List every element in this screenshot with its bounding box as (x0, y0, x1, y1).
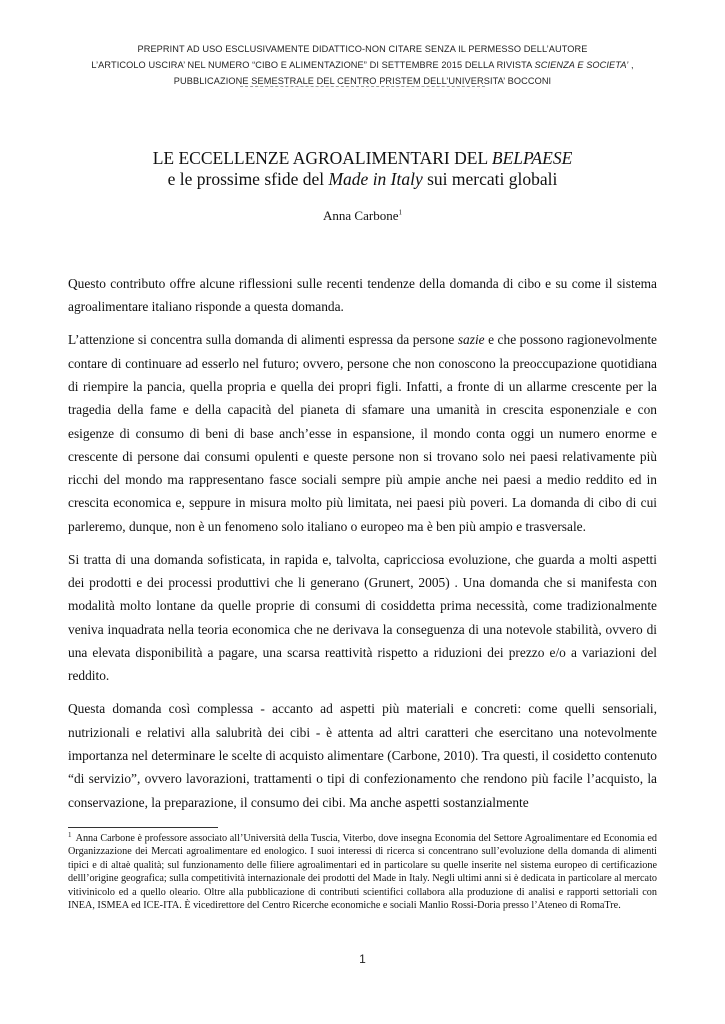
article-title (60, 148, 665, 190)
footnote-mark: 1 (68, 830, 72, 839)
page-number: 1 (359, 952, 366, 966)
paragraph-2-text-b: e che possono ragionevolmente contare di continuare ad esserlo nel futuro; ovvero, persone che non conoscono la preoccupazione quotidiana di riempire la pancia, quella propria e quella dei propri figli. Infatti, a fronte di un allarme crescente per la tragedia della fame e della capacità del pianeta di sfamare una umanità in crescita esponenziale e con esigenze di consumo di beni di base anch’esse in espansione, il mondo conta oggi un numero enorme e crescente di persone dai consumi opulenti e queste persone non si trovano solo nei paesi relativamente più ricchi del mondo ma rappresentano fasce sociali sempre più ampie anche nei paesi a medio reddito ed in crescita economica e, seppure in misura molto più limitata, nei paesi più poveri. La domanda di cibo di cui parleremo, dunque, non è un fenomeno solo italiano o europeo ma è ben più ampio e trasversale. (68, 332, 657, 534)
preprint-line-2-text: L’ARTICOLO USCIRA’ NEL NUMERO “CIBO E ALIMENTAZIONE” DI SETTEMBRE 2015 DELLA RIVISTA (91, 60, 535, 70)
paragraph-3: Si tratta di una domanda sofisticata, in rapida e, talvolta, capricciosa evoluzione, che guarda a molti aspetti dei prodotti e dei processi produttivi che li generano (Grunert, 2005) . Una domanda che si manifesta con modalità molto lontane da quelle proprie di consumi di cosiddetta prima necessità, come tradizionalmente veniva inquadrata nella teoria economica che ne derivava la conseguenza di una notevole stabilità, ovvero di una elevata disponibilità a pagare, una scarsa reattività rispetto a riduzioni dei prezzo e/o a variazioni del reddito. (68, 551, 657, 684)
title-line-2-end: sui mercati globali (422, 169, 558, 189)
footnote (68, 832, 657, 912)
title-line-1-italic: BELPAESE (491, 148, 573, 168)
header-divider (240, 86, 485, 87)
title-line-2 (60, 169, 665, 190)
title-line-2-italic: Made in Italy (328, 169, 423, 189)
footnote-separator (68, 827, 218, 828)
author-line (60, 208, 665, 224)
preprint-line-3: PUBBLICAZIONE SEMESTRALE DEL CENTRO PRISTEM DELL’UNIVERSITA’ BOCCONI (173, 76, 552, 86)
preprint-line-2 (60, 57, 665, 73)
preprint-line-1: PREPRINT AD USO ESCLUSIVAMENTE DIDATTICO-NON CITARE SENZA IL PERMESSO DELL’AUTORE (137, 44, 588, 54)
article-body (68, 272, 657, 824)
paragraph-4: Questa domanda così complessa - accanto ad aspetti più materiali e concreti: come quelli sensoriali, nutrizionali e relativi alla salubrità dei cibi - è attenta ad altri caratteri che esercitano una notevolmente importanza nel determinare le scelte di acquisto alimentare (Carbone, 2010). Tra questi, il cosidetto contenuto “di servizio”, ovvero lavorazioni, trattamenti o tipi di confezionamento che rendono più facile l’acquisto, la conservazione, la preparazione, il consumo dei cibi. Ma anche aspetti sostanzialmente (68, 701, 657, 810)
paragraph-2 (68, 328, 657, 538)
title-line-1-text: LE ECCELLENZE AGROALIMENTARI DEL (152, 148, 492, 168)
journal-name: SCIENZA E SOCIETA’ (534, 60, 629, 70)
footnote-text: Anna Carbone è professore associato all’Università della Tuscia, Viterbo, dove insegna Economia del Settore Agroalimentare ed Economia ed Organizzazione dei Mercati agroalimentare ed enologico. I suoi interessi di ricerca si concentrano sull’evoluzione della domanda di alimenti tipici e di altaè qualità; sul funzionamento delle filiere agroalimentari ed in particolare su quelle inserite nel sistema europeo di certificazione delll’origine geografica; sulla competitività internazionale dei prodotti del Made in Italy. Negli ultimi anni si è dedicata in particolare al mercato vitivinicolo ed a quello oleario. Oltre alla pubblicazione di contributi scientifici collabora alla produzione di analisi e rapporti settoriali con INEA, ISMEA ed ICE-ITA. È vicedirettore del Centro Ricerche economiche e sociali Manlio Rossi-Doria presso l’Ateneo di RomaTre. (68, 833, 657, 912)
paragraph-2-italic: sazie (457, 332, 485, 348)
preprint-header (60, 41, 665, 89)
paragraph-1: Questo contributo offre alcune riflessioni sulle recenti tendenze della domanda di cibo e su come il sistema agroalimentare italiano risponde a questa domanda. (68, 276, 657, 315)
author-name: Anna Carbone (323, 208, 399, 223)
paragraph-2-text-a: L’attenzione si concentra sulla domanda di alimenti espressa da persone (68, 332, 458, 348)
title-line-2-text: e le prossime sfide del (167, 169, 329, 189)
preprint-line-2-end: , (628, 60, 634, 70)
author-footnote-mark[interactable]: 1 (398, 208, 402, 217)
title-line-1 (60, 148, 665, 169)
